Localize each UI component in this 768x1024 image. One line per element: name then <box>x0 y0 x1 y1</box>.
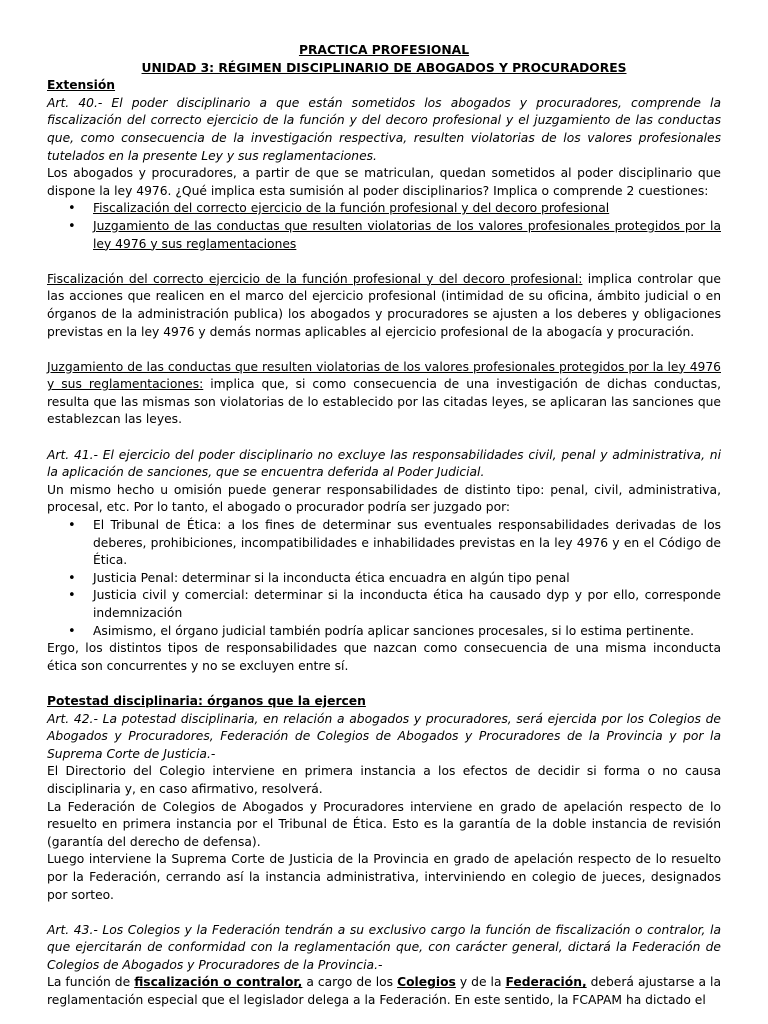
document-title: PRACTICA PROFESIONAL <box>298 43 470 57</box>
section-heading-extension: Extensión <box>47 78 116 93</box>
list-item: • Juzgamiento de las conductas que resulten violatorias de los valores profesionales protegidos por la ley 4976 y sus reglamentaciones <box>93 218 721 253</box>
paragraph-ergo: Ergo, los distintos tipos de responsabilidades que nazcan como consecuencia de una misma inconducta ética son concurrentes y no se excluyen entre sí. <box>47 641 721 673</box>
text-run: a cargo de los <box>302 975 398 990</box>
paragraph-federacion: La Federación de Colegios de Abogados y Procuradores interviene en grado de apelación respecto de lo resuelto en primera instancia por el Tribunal de Ética. Esto es la garantía de la doble instancia de revisión (garantía del derecho de defensa). <box>47 799 721 849</box>
paragraph-responsabilidades: Un mismo hecho u omisión puede generar responsabilidades de distinto tipo: penal, civil, administrativa, procesal, etc. Por lo tanto, el abogado o procurador podría ser juzgado por: <box>47 482 721 515</box>
paragraph-body: implica que, si como consecuencia de una investigación de dichas conductas, resulta que las mismas son violatorias de lo establecido por las citadas leyes, se aplicaran las sanciones que establezcan las leyes. <box>47 377 721 427</box>
paragraph-fiscalizacion <box>47 271 721 341</box>
paragraph-lead: Juzgamiento de las conductas que resulten violatorias de los valores profesionales protegidos por la ley 4976 y sus reglamentaciones: <box>47 359 721 392</box>
paragraph-suprema-corte: Luego interviene la Suprema Corte de Justicia de la Provincia en grado de apelación respecto de lo resuelto por la Federación, cerrando así la instancia administrativa, interviniendo en colegio de jueces, designados por sorteo. <box>47 852 721 902</box>
paragraph-juzgamiento <box>47 359 721 429</box>
section-heading-potestad: Potestad disciplinaria: órganos que la ejercen <box>47 693 366 708</box>
text-run-emphasis: fiscalización o contralor, <box>134 975 303 990</box>
paragraph-funcion <box>47 974 721 1009</box>
document-subtitle: UNIDAD 3: RÉGIMEN DISCIPLINARIO DE ABOGADOS Y PROCURADORES <box>141 60 627 75</box>
bullet-list-cuestiones <box>47 200 721 253</box>
list-item: • Fiscalización del correcto ejercicio de la función profesional y del decoro profesional <box>93 200 721 218</box>
text-run: y de la <box>455 975 506 990</box>
paragraph-directorio: El Directorio del Colegio interviene en primera instancia a los efectos de decidir si forma o no causa disciplinaria y, en caso afirmativo, resolverá. <box>47 764 721 796</box>
article-42: Art. 42.- La potestad disciplinaria, en relación a abogados y procuradores, será ejercida por los Colegios de Abogados y Procuradores, Federación de Colegios de Abogados y Procuradores de la Provincia y por la Suprema Corte de Justicia.- <box>47 711 721 761</box>
article-40: Art. 40.- El poder disciplinario a que están sometidos los abogados y procuradores, comprende la fiscalización del correcto ejercicio de la función y del decoro profesional y el juzgamiento de las conductas que, como consecuencia de la investigación respectiva, resulten violatorias de los valores profesionales tutelados en la presente Ley y sus reglamentaciones. <box>47 95 721 163</box>
list-item: • Justicia Penal: determinar si la inconducta ética encuadra en algún tipo penal <box>93 570 721 588</box>
paragraph-body: implica controlar que las acciones que realicen en el marco del ejercicio profesional (intimidad de su oficina, ámbito judicial o en órganos de la administración publica) los abogados y procuradores se ajusten a los deberes y obligaciones previstas en la ley 4976 y demás normas aplicables al ejercicio profesional de la abogacía y procuración. <box>47 271 721 339</box>
paragraph-sumision: Los abogados y procuradores, a partir de que se matriculan, quedan sometidos al poder disciplinario que dispone la ley 4976. ¿Qué implica esta sumisión al poder disciplinarios? Implica o comprende 2 cuestiones: <box>47 166 721 198</box>
text-run-emphasis: Colegios <box>397 975 456 990</box>
text-run: deberá ajustarse a la reglamentación especial que el legislador delega a la Federación. En este sentido, la FCAPAM ha dictado el <box>47 975 721 1008</box>
bullet-list-juzgado-por <box>47 517 721 640</box>
paragraph-lead: Fiscalización del correcto ejercicio de la función profesional y del decoro profesional: <box>47 271 583 286</box>
article-43: Art. 43.- Los Colegios y la Federación tendrán a su exclusivo cargo la función de fiscalización o contralor, la que ejercitarán de conformidad con la reglamentación que, con carácter general, dictará la Federación de Colegios de Abogados y Procuradores de la Provincia.- <box>47 922 721 972</box>
article-41: Art. 41.- El ejercicio del poder disciplinario no excluye las responsabilidades civil, penal y administrativa, ni la aplicación de sanciones, que se encuentra deferida al Poder Judicial. <box>47 447 721 480</box>
text-run-emphasis: Federación, <box>505 975 587 990</box>
list-item: • El Tribunal de Ética: a los fines de determinar sus eventuales responsabilidades derivadas de los deberes, prohibiciones, incompatibilidades e inhabilidades previstas en la ley 4976 y en el Código de Ética. <box>93 517 721 570</box>
list-item: • Asimismo, el órgano judicial también podría aplicar sanciones procesales, si lo estima pertinente. <box>93 623 721 641</box>
list-item: • Justicia civil y comercial: determinar si la inconducta ética ha causado dyp y por ello, corresponde indemnización <box>93 587 721 622</box>
text-run: La función de <box>47 975 135 990</box>
